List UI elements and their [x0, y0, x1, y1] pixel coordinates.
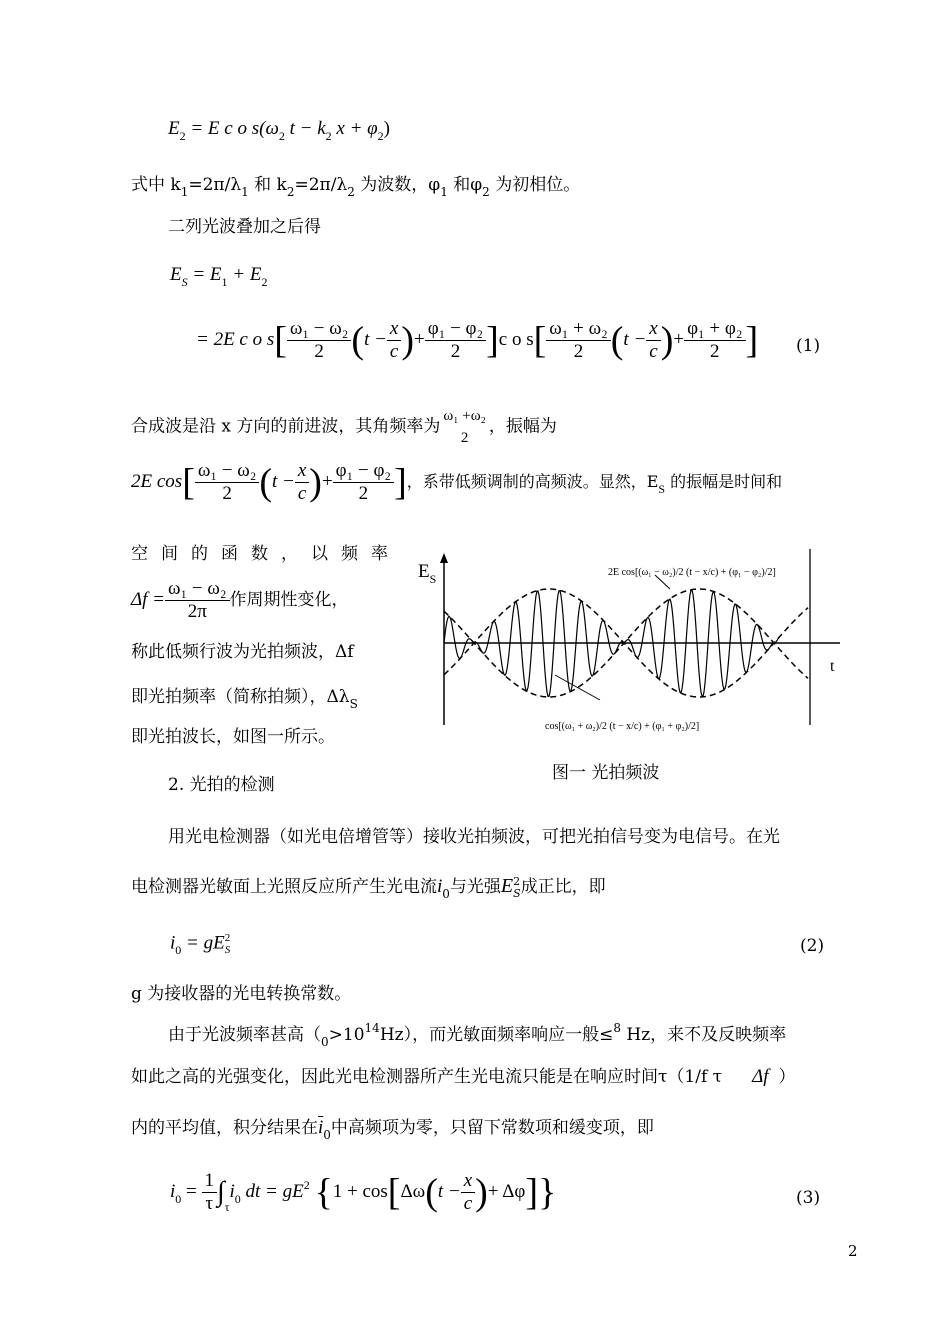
p3-den: 2: [460, 430, 469, 446]
p7-b: 0: [321, 1035, 329, 1049]
left-col-line3: 称此低频行波为光拍频波，Δf: [131, 642, 354, 662]
p7-d: 14: [364, 1021, 380, 1035]
eq-e2-lhs: E: [168, 118, 180, 139]
eq2-supsub: [225, 932, 231, 956]
eq1-f3-num: ω₁ + ω₂: [546, 318, 610, 341]
paragraph-detection: 用光电检测器（如光电倍增管等）接收光拍频波，可把光拍信号变为电信号。在光: [168, 827, 780, 847]
p1-g: =2π/λ: [294, 175, 348, 195]
eq2-sub: 0: [175, 943, 182, 958]
paragraph-average: [131, 1117, 654, 1140]
eq1-f1-den: 2: [314, 341, 324, 362]
eq3-brace-close: }: [538, 1171, 557, 1214]
p5-esub: S: [513, 886, 521, 900]
p8-c: ）: [778, 1067, 796, 1087]
eq1-bracket2-close: ]: [745, 319, 759, 362]
eq3-paren-open: (: [425, 1171, 438, 1214]
df-text: 作周期性变化，: [229, 589, 349, 610]
eq1-frac-x: [387, 318, 401, 363]
amp-paren-open: (: [259, 461, 272, 504]
p1-c: =2π/λ: [188, 175, 242, 195]
p3-num: ω₁ +ω₂: [443, 408, 486, 424]
p3-a: 合成波是沿 x 方向的前进波，其角频率为: [131, 416, 441, 437]
eq1-paren-close: ): [401, 319, 415, 362]
p5-E: E: [500, 875, 514, 897]
eq3-sub: 0: [175, 1191, 182, 1206]
p9-isub: 0: [323, 1128, 331, 1142]
p7-f: 8: [613, 1021, 621, 1035]
eq3-fx-num: x: [461, 1170, 475, 1193]
eq3-f-den: τ: [205, 1193, 214, 1214]
eq1-fx-num2: x: [646, 318, 660, 341]
p1-k: 和φ: [447, 175, 483, 195]
df-lhs: Δf =: [131, 588, 166, 610]
eq-es-plus: + E: [232, 264, 262, 285]
p7-e: Hz），而光敏面频率响应一般≤: [379, 1025, 614, 1045]
paragraph-frequency-response: [168, 1021, 787, 1049]
paragraph-conversion-constant: g 为接收器的光电转换常数。: [131, 984, 352, 1004]
eq-es-rhs: = E: [192, 264, 222, 285]
figure-x-label: t: [830, 658, 835, 675]
figure-y-label-main: E: [418, 561, 430, 582]
eq3-bracket-close: ]: [525, 1171, 539, 1214]
amp-f1-num: ω₁ − ω₂: [195, 460, 259, 483]
eq3-frac-x: [461, 1170, 475, 1215]
eq-e2-sub1: 2: [278, 129, 285, 143]
equation-2: [170, 932, 230, 956]
p3-frac: [440, 405, 488, 449]
eq1-frac1: [287, 318, 351, 363]
paragraph-angular-frequency: [131, 405, 557, 449]
amp-f2-num: φ₁ − φ₂: [333, 460, 394, 483]
amp-bracket-open: [: [182, 461, 195, 504]
p1-l: 2: [482, 185, 490, 199]
beat-wave-figure: [400, 545, 850, 745]
bottom-label-pointer: [555, 675, 600, 700]
figure-top-label: 2E cos[(ω₁ − ω₂)/2 (t − x/c) + (φ₁ − φ₂)/2]: [608, 567, 776, 578]
p1-a: 式中 k: [131, 175, 181, 195]
equation-3: [170, 1170, 556, 1215]
eq1-f2-den: 2: [450, 341, 461, 362]
eq1-f3-den: 2: [573, 341, 584, 362]
eq1-frac2: [425, 318, 486, 363]
df-num: ω₁ − ω₂: [165, 578, 229, 601]
eq-es-s1: 1: [221, 275, 228, 289]
p9-a: 内的平均值，积分结果在: [131, 1118, 318, 1138]
amp-f2-den: 2: [358, 483, 369, 504]
amp-t-minus: t −: [271, 470, 295, 492]
eq-e2-lhs-sub: 2: [179, 129, 186, 143]
eq1-fx-num: x: [387, 318, 401, 341]
eq3-t-minus: t −: [437, 1180, 461, 1202]
eq3-brace-open: {: [314, 1171, 333, 1214]
amp-fx-den: c: [297, 483, 307, 504]
eq3-bracket-open: [: [387, 1171, 401, 1214]
eq-e2-rhs: = E c o s(ω: [190, 118, 279, 139]
p1-b: 1: [180, 185, 189, 199]
paragraph-superposition: 二列光波叠加之后得: [168, 217, 321, 237]
paragraph-wave-numbers: [131, 174, 580, 197]
left-col-line5: 即光拍波长，如图一所示。: [131, 727, 335, 747]
eq3-integral: ∫: [217, 1176, 225, 1208]
eq1-f2-num: φ₁ − φ₂: [425, 318, 486, 341]
figure-bottom-label: cos[(ω₁ + ω₂)/2 (t − x/c) + (φ₁ + φ₂)/2]: [545, 721, 700, 732]
amp-bracket-close: ]: [394, 461, 407, 504]
equation-es: [170, 264, 268, 289]
p5-i: i: [437, 876, 443, 897]
p5-a: 电检测器光敏面上光照反应所产生光电流: [131, 877, 437, 897]
p9-i: $\overline{i}$: [318, 1117, 324, 1138]
eq1-frac3: [546, 318, 610, 363]
amp-paren-close: ): [309, 461, 322, 504]
eq-e2-end: x + φ: [336, 118, 378, 139]
eq3-dt: dt = gE: [245, 1180, 304, 1202]
eq-es-s2: 2: [261, 275, 268, 289]
left-col-line2: [131, 578, 349, 623]
eq1-bracket-open: [: [274, 319, 287, 362]
p1-e: 和 k: [248, 175, 287, 195]
l4-sub: S: [349, 697, 358, 711]
eq3-body: i: [229, 1180, 235, 1202]
eq2-sup: 2: [224, 932, 231, 944]
eq3-one: 1 + cos: [332, 1180, 388, 1202]
p1-f: 2: [286, 185, 295, 199]
eq1-plus: +: [414, 328, 425, 350]
equation-1-label: (1): [796, 336, 821, 356]
left-col-line4: [131, 686, 358, 709]
eq-e2-sub2: 2: [325, 129, 332, 143]
amp-f1-den: 2: [222, 483, 232, 504]
p5-supsub: [513, 876, 521, 900]
eq3-fx-den: c: [463, 1193, 473, 1214]
equation-1: [196, 318, 758, 363]
eq3-f-num: 1: [202, 1170, 218, 1193]
page-number: 2: [848, 1242, 858, 1260]
p7-c: >10: [328, 1025, 365, 1045]
eq3-frac: [202, 1170, 218, 1215]
p1-j: 1: [440, 185, 448, 199]
df-den: 2π: [187, 601, 207, 622]
eq1-bracket2-open: [: [533, 319, 547, 362]
eq3-body-sub: 0: [234, 1191, 241, 1206]
p9-b: 中高频项为零，只留下常数项和缓变项，即: [330, 1118, 654, 1138]
eq1-paren-open: (: [351, 319, 365, 362]
equation-e2: [168, 118, 390, 143]
section-heading-2: 2. 光拍的检测: [168, 775, 275, 795]
eq-e2-mid: t − k: [289, 118, 326, 139]
eq1-fx-den: c: [389, 341, 399, 362]
p8-b: Δf: [752, 1066, 769, 1087]
left-col-line1: 空间的函数，以频率: [131, 544, 401, 564]
eq2-rhs: = gE: [186, 932, 225, 954]
l4-a: 即光拍频率（简称拍频），Δλ: [131, 687, 350, 707]
eq-es-sub: S: [181, 275, 188, 289]
eq2-esub: S: [224, 944, 231, 956]
figure-y-label: [418, 561, 436, 586]
eq1-paren2-open: (: [610, 319, 624, 362]
p5-b: 与光强: [449, 877, 501, 897]
amp-frac1: [195, 460, 259, 505]
df-frac: [165, 578, 229, 623]
amp-lead: 2E cos: [131, 470, 183, 492]
eq3-lhs: i: [170, 1180, 176, 1202]
eq2-lhs: i: [170, 932, 176, 954]
eq1-f1-num: ω₁ − ω₂: [287, 318, 351, 341]
amp-plus: +: [321, 470, 333, 492]
eq1-t-minus2: t −: [623, 328, 647, 350]
p1-i: 为波数，φ: [354, 175, 441, 195]
eq1-frac-x2: [646, 318, 660, 363]
amp-sub: S: [658, 481, 666, 496]
amp-frac-x: [295, 460, 309, 505]
amp-fx-num: x: [295, 460, 309, 483]
eq-es-lhs: E: [170, 264, 182, 285]
p8-a: 如此之高的光强变化，因此光电检测器所产生光电流只能是在响应时间τ（1/f τ: [131, 1067, 723, 1087]
equation-3-label: (3): [796, 1188, 821, 1208]
p5-esup: 2: [513, 874, 521, 888]
figure-y-label-sub: S: [429, 572, 437, 586]
amp-text: ，系带低频调制的高频波。显然，E: [406, 471, 659, 491]
p3-b: ，振幅为: [488, 416, 557, 437]
eq1-frac4: [684, 318, 745, 363]
paragraph-response-time: [131, 1066, 796, 1088]
eq3-eq: =: [186, 1180, 197, 1202]
eq1-plus2: +: [673, 328, 685, 350]
eq1-f4-den: 2: [710, 341, 720, 362]
eq1-paren2-close: ): [660, 319, 674, 362]
paragraph-photocurrent: [131, 875, 606, 900]
amplitude-line: [131, 460, 782, 505]
eq1-lead: = 2E c o s: [196, 328, 275, 350]
eq1-fx-den2: c: [649, 341, 658, 362]
eq3-dw: Δω: [400, 1180, 426, 1202]
eq3-sup: 2: [303, 1177, 310, 1192]
eq1-t-minus: t −: [364, 328, 387, 350]
eq1-bracket-close: ]: [486, 319, 499, 362]
equation-2-label: (2): [800, 936, 825, 956]
p5-c: 成正比，即: [520, 877, 606, 897]
p1-d: 1: [241, 185, 249, 199]
p1-m: 为初相位。: [489, 175, 581, 195]
p7-a: 由于光波频率甚高（: [168, 1025, 321, 1045]
eq1-f4-num: φ₁ + φ₂: [684, 318, 745, 341]
eq-e2-sub3: 2: [377, 129, 384, 143]
figure-caption: 图一 光拍频波: [552, 763, 660, 783]
amp-frac2: [333, 460, 394, 505]
eq3-plus-dphi: + Δφ: [487, 1180, 526, 1202]
amp-text2: 的振幅是时间和: [665, 471, 783, 491]
p1-h: 2: [347, 185, 355, 199]
figure-y-arrow: [440, 553, 448, 563]
eq3-paren-close: ): [475, 1171, 488, 1214]
p5-isub: 0: [442, 887, 450, 901]
eq-e2-close: ): [383, 118, 390, 139]
eq1-cos2: c o s: [498, 328, 534, 350]
p7-g: Hz，来不及反映频率: [620, 1025, 787, 1045]
eq3-int-sub: τ: [224, 1199, 230, 1214]
